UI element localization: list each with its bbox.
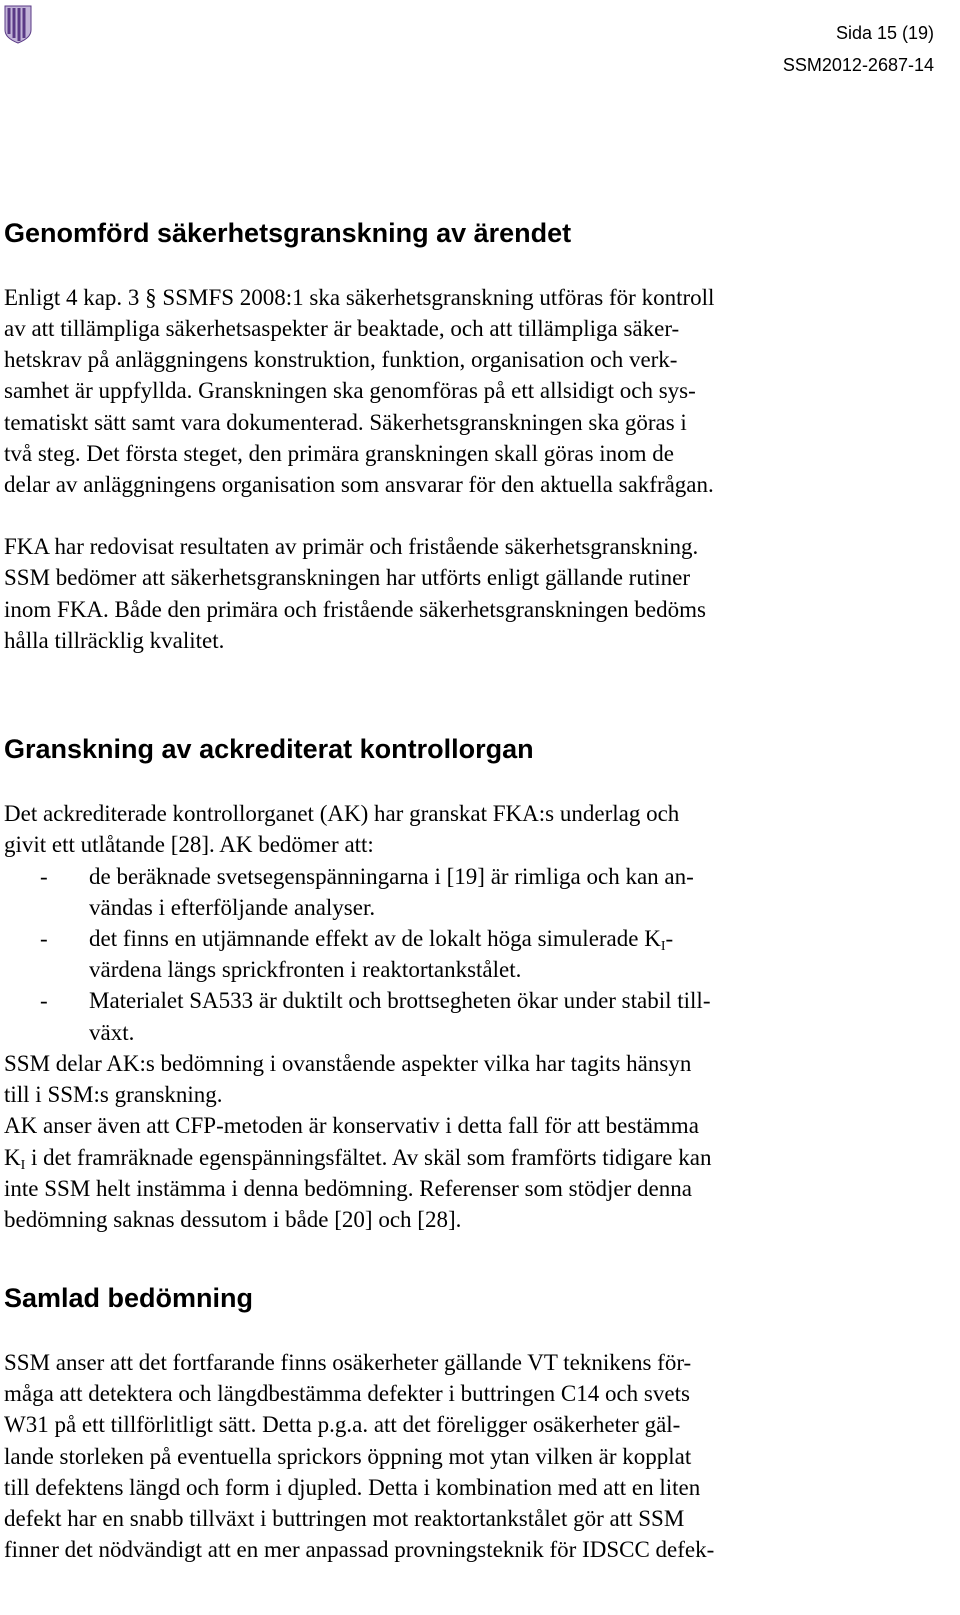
list-bullet: - bbox=[40, 864, 48, 889]
text-run: - bbox=[665, 926, 674, 951]
text-line: givit ett utlåtande [28]. AK bedömer att: bbox=[4, 832, 374, 857]
text-line: SSM delar AK:s bedömning i ovanstående aspekter vilka har tagits hänsyn bbox=[4, 1051, 692, 1076]
text-line: måga att detektera och längdbestämma defekter i buttringen C14 och svets bbox=[4, 1381, 690, 1406]
document-id: SSM2012-2687-14 bbox=[782, 55, 934, 75]
ssm-shield-logo-icon bbox=[4, 4, 32, 44]
text-run: K bbox=[4, 1145, 21, 1170]
section-heading-samlad: Samlad bedömning bbox=[4, 1283, 254, 1313]
subscript: I bbox=[660, 939, 666, 954]
text-line: samhet är uppfyllda. Granskningen ska genomföras på ett allsidigt och sys- bbox=[4, 378, 696, 403]
text-line: AK anser även att CFP-metoden är konservativ i detta fall för att bestämma bbox=[4, 1113, 699, 1138]
list-item-text bbox=[89, 923, 673, 954]
subscript: I bbox=[20, 1158, 26, 1173]
text-line: Det ackrediterade kontrollorganet (AK) har granskat FKA:s underlag och bbox=[4, 801, 680, 826]
text-line: till i SSM:s granskning. bbox=[4, 1082, 223, 1107]
list-item-text: växt. bbox=[89, 1020, 135, 1045]
list-item-text: de beräknade svetsegenspänningarna i [19] är rimliga och kan an- bbox=[89, 864, 694, 889]
text-line: W31 på ett tillförlitligt sätt. Detta p.g.a. att det föreligger osäkerheter gäl- bbox=[4, 1412, 681, 1437]
text-line: hålla tillräcklig kvalitet. bbox=[4, 628, 225, 653]
list-bullet: - bbox=[40, 988, 48, 1013]
text-line: av att tillämpliga säkerhetsaspekter är beaktade, och att tillämpliga säker- bbox=[4, 316, 680, 341]
list-item-text: värdena längs sprickfronten i reaktortankstålet. bbox=[89, 957, 522, 982]
list-bullet: - bbox=[40, 926, 48, 951]
list-item-text: vändas i efterföljande analyser. bbox=[89, 895, 376, 920]
text-line: bedömning saknas dessutom i både [20] och [28]. bbox=[4, 1207, 462, 1232]
text-line: till defektens längd och form i djupled. Detta i kombination med att en liten bbox=[4, 1475, 701, 1500]
text-line: FKA har redovisat resultaten av primär och fristående säkerhetsgranskning. bbox=[4, 534, 699, 559]
text-line: inte SSM helt instämma i denna bedömning. Referenser som stödjer denna bbox=[4, 1176, 692, 1201]
text-line bbox=[4, 1142, 711, 1173]
text-line: finner det nödvändigt att en mer anpassad provningsteknik för IDSCC defek- bbox=[4, 1537, 715, 1562]
text-line: tematiskt sätt samt vara dokumenterad. Säkerhetsgranskningen ska göras i bbox=[4, 410, 687, 435]
text-line: lande storleken på eventuella sprickors öppning mot ytan vilken är kopplat bbox=[4, 1444, 692, 1469]
text-line: hetskrav på anläggningens konstruktion, funktion, organisation och verk- bbox=[4, 347, 678, 372]
text-line: två steg. Det första steget, den primära granskningen skall göras inom de bbox=[4, 441, 675, 466]
text-line: SSM bedömer att säkerhetsgranskningen har utförts enligt gällande rutiner bbox=[4, 565, 690, 590]
list-item-text: Materialet SA533 är duktilt och brottsegheten ökar under stabil till- bbox=[89, 988, 711, 1013]
section-heading-granskning-ak: Granskning av ackrediterat kontrollorgan bbox=[4, 734, 534, 764]
page-number: Sida 15 (19) bbox=[835, 23, 934, 43]
section-heading-genomford: Genomförd säkerhetsgranskning av ärendet bbox=[4, 218, 572, 248]
text-line: SSM anser att det fortfarande finns osäkerheter gällande VT teknikens för- bbox=[4, 1350, 692, 1375]
text-run: i det framräknade egenspänningsfältet. Av skäl som framförts tidigare kan bbox=[25, 1145, 712, 1170]
text-line: Enligt 4 kap. 3 § SSMFS 2008:1 ska säkerhetsgranskning utföras för kontroll bbox=[4, 285, 715, 310]
text-line: defekt har en snabb tillväxt i buttringen mot reaktortankstålet gör att SSM bbox=[4, 1506, 685, 1531]
text-line: delar av anläggningens organisation som ansvarar för den aktuella sakfrågan. bbox=[4, 472, 714, 497]
text-run: det finns en utjämnande effekt av de lokalt höga simulerade K bbox=[89, 926, 661, 951]
text-line: inom FKA. Både den primära och fristående säkerhetsgranskningen bedöms bbox=[4, 597, 706, 622]
